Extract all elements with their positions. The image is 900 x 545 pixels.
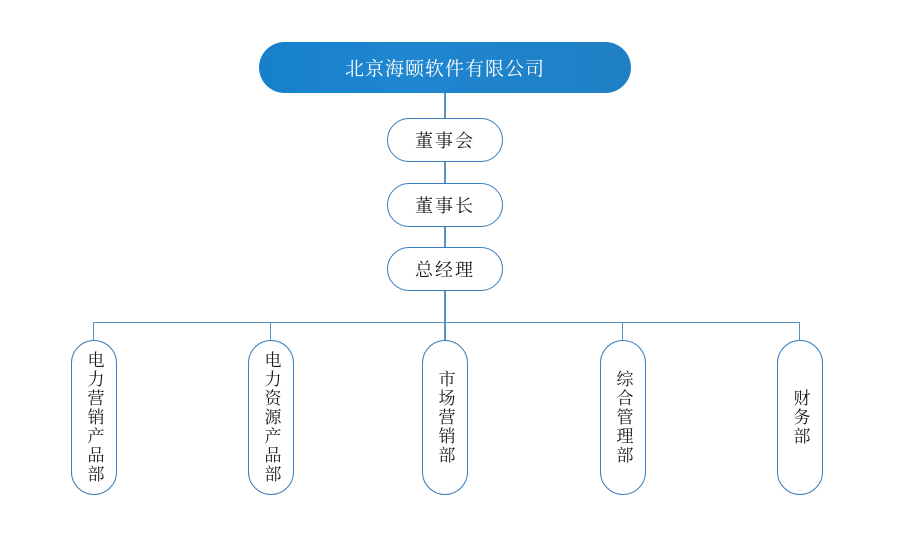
connector-bus-to-dept-2 <box>270 322 271 340</box>
node-company-root-label: 北京海颐软件有限公司 <box>344 59 545 80</box>
node-department-3[interactable] <box>422 340 468 495</box>
node-department-1-label: 电力营销产品部 <box>84 351 104 484</box>
node-department-2-label: 电力资源产品部 <box>261 351 281 484</box>
node-department-5-label: 财务部 <box>790 389 810 446</box>
node-department-2[interactable] <box>248 340 294 495</box>
node-board-of-directors-label: 董事会 <box>415 131 475 151</box>
connector-board-to-chairman <box>444 162 445 183</box>
node-general-manager[interactable] <box>387 247 503 291</box>
connector-bus-to-dept-5 <box>799 322 800 340</box>
node-department-4[interactable] <box>600 340 646 495</box>
connector-root-to-board <box>444 93 445 118</box>
connector-gm-to-bus <box>444 291 445 323</box>
connector-horizontal-bus <box>93 322 800 323</box>
node-company-root[interactable] <box>259 42 631 93</box>
connector-chairman-to-gm <box>444 227 445 247</box>
node-board-of-directors[interactable] <box>387 118 503 162</box>
node-department-4-label: 综合管理部 <box>613 370 633 465</box>
node-department-3-label: 市场营销部 <box>435 370 455 465</box>
node-department-1[interactable] <box>71 340 117 495</box>
node-chairman[interactable] <box>387 183 503 227</box>
node-general-manager-label: 总经理 <box>415 260 475 280</box>
connector-bus-to-dept-4 <box>622 322 623 340</box>
connector-bus-to-dept-3 <box>444 322 445 340</box>
node-department-5[interactable] <box>777 340 823 495</box>
node-chairman-label: 董事长 <box>415 196 475 216</box>
connector-bus-to-dept-1 <box>93 322 94 340</box>
